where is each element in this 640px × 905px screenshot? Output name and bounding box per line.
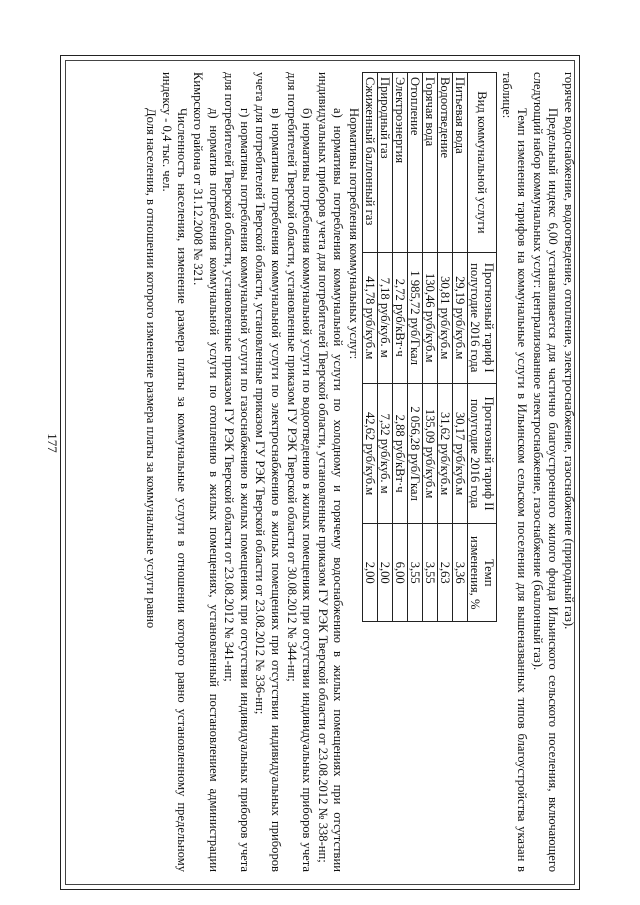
table-row [453,73,468,622]
table-cell: 2 056,28 руб/Гкал [408,383,423,524]
paragraph: д) норматив потребления коммунальной услуги по отоплению в жилых помещениях, установленный постановлением администрации Кимрского района от 31.12.2008 № 321. [191,72,221,872]
paragraph: горячее водоснабжение, водоотведение, отопление, электроснабжение, газоснабжение (природный газ). [562,72,576,630]
paragraph: Темп изменения тарифов на коммунальные услуги в Ильинском сельском поселении для вышеназванных типов благоустройства указан в таблице: [499,72,530,872]
table-cell: 2,00 [363,524,378,622]
table-cell: 2,72 руб/кВт·ч [393,252,408,383]
table-cell: Сжиженный баллонный газ [363,73,378,253]
paragraph: Предельный индекс 6,00 устанавливается для частично благоустроенного жилого фонда Ильинского сельского поселения, включающего следующий набор коммунальных услуг: централизованное электроснабжение, газоснабжение (баллонный газ). [530,72,561,872]
table-cell: 30,17 руб/куб.м [453,383,468,524]
table-row [408,73,423,622]
paragraph: а) нормативы потребления коммунальной услуги по холодному и горячему водоснабжению в жилых помещениях при отсутствии индивидуальных приборов учета для потребителей Тверской области, установленные приказом ГУ РЭК Тверской области от 23.08.2012 № 338-нп; [315,72,346,872]
table-header-row [468,73,497,622]
document-body [143,62,580,882]
table-cell: 6,00 [393,524,408,622]
paragraph: Доля населения, в отношении которого изменение размера платы за коммунальные услуги равно [144,108,159,629]
table-row [363,73,378,622]
header-tariff-h1: Прогнозный тариф I полугодие 2016 года [468,252,497,383]
table-cell: 2,63 [438,524,453,622]
table-cell: 41,78 руб/куб.м [363,252,378,383]
page-number: 177 [44,433,60,453]
table-row [438,73,453,622]
rotated-document [65,62,580,882]
paragraph: в) нормативы потребления коммунальной услуги по электроснабжению в жилых помещениях при отсутствии индивидуальных приборов учета для потребителей Тверской области, установленные приказом ГУ РЭК Тверской области от 23.08.2012 № 336-нп; [253,72,284,872]
table-cell: Природный газ [378,73,393,253]
tariff-table [362,72,497,622]
paragraphs-before-table [498,72,576,872]
table-cell: 130,46 руб/куб.м [423,252,438,383]
table-cell: Отопление [408,73,423,253]
table-row [393,73,408,622]
table-cell: 3,36 [453,524,468,622]
header-change-rate: Темп изменения, % [468,524,497,622]
header-service: Вид коммунальной услуги [468,73,497,253]
table-cell: 1 985,72 руб/Гкал [408,252,423,383]
table-row [423,73,438,622]
table-cell: 29,19 руб/куб.м [453,252,468,383]
header-tariff-h2: Прогнозный тариф II полугодие 2016 года [468,383,497,524]
table-cell: Горячая вода [423,73,438,253]
table-cell: 2,00 [378,524,393,622]
paragraph: Нормативы потребления коммунальных услуг: [347,108,362,360]
table-cell: Электроэнергия [393,73,408,253]
table-body [363,73,468,622]
table-row [378,73,393,622]
table-cell: 2,88 руб/кВт·ч [393,383,408,524]
table-cell: 7,18 руб/куб. м [378,252,393,383]
paragraph: б) нормативы потребления коммунальной услуги по водоотведению в жилых помещениях при отсутствии индивидуальных приборов учета для потребителей Тверской области, установленные приказом ГУ РЭК Тверской области от 30.08.2012 № 344-нп; [284,72,315,872]
table-cell: 135,09 руб/куб.м [423,383,438,524]
table-cell: Питьевая вода [453,73,468,253]
table-cell: 7,32 руб/куб. м [378,383,393,524]
table-cell: 31,62 руб/куб.м [438,383,453,524]
table-cell: Водоотведение [438,73,453,253]
paragraph: Численность населения, изменение размера платы за коммунальные услуги в отношении которого равно установленному предельному индексу - 0,4 тыс. чел. [159,72,190,872]
table-cell: 3,55 [408,524,423,622]
table-cell: 30,81 руб/куб.м [438,252,453,383]
paragraph: г) нормативы потребления коммунальной услуги по газоснабжению в жилых помещениях при отсутствии индивидуальных приборов учета для потребителей Тверской области, установленные приказом ГУ РЭК Тверской области от 23.08.2012 № 341-нп; [222,72,252,872]
table-cell: 42,62 руб/куб.м [363,383,378,524]
paragraphs-after-table [143,72,361,872]
table-cell: 3,55 [423,524,438,622]
